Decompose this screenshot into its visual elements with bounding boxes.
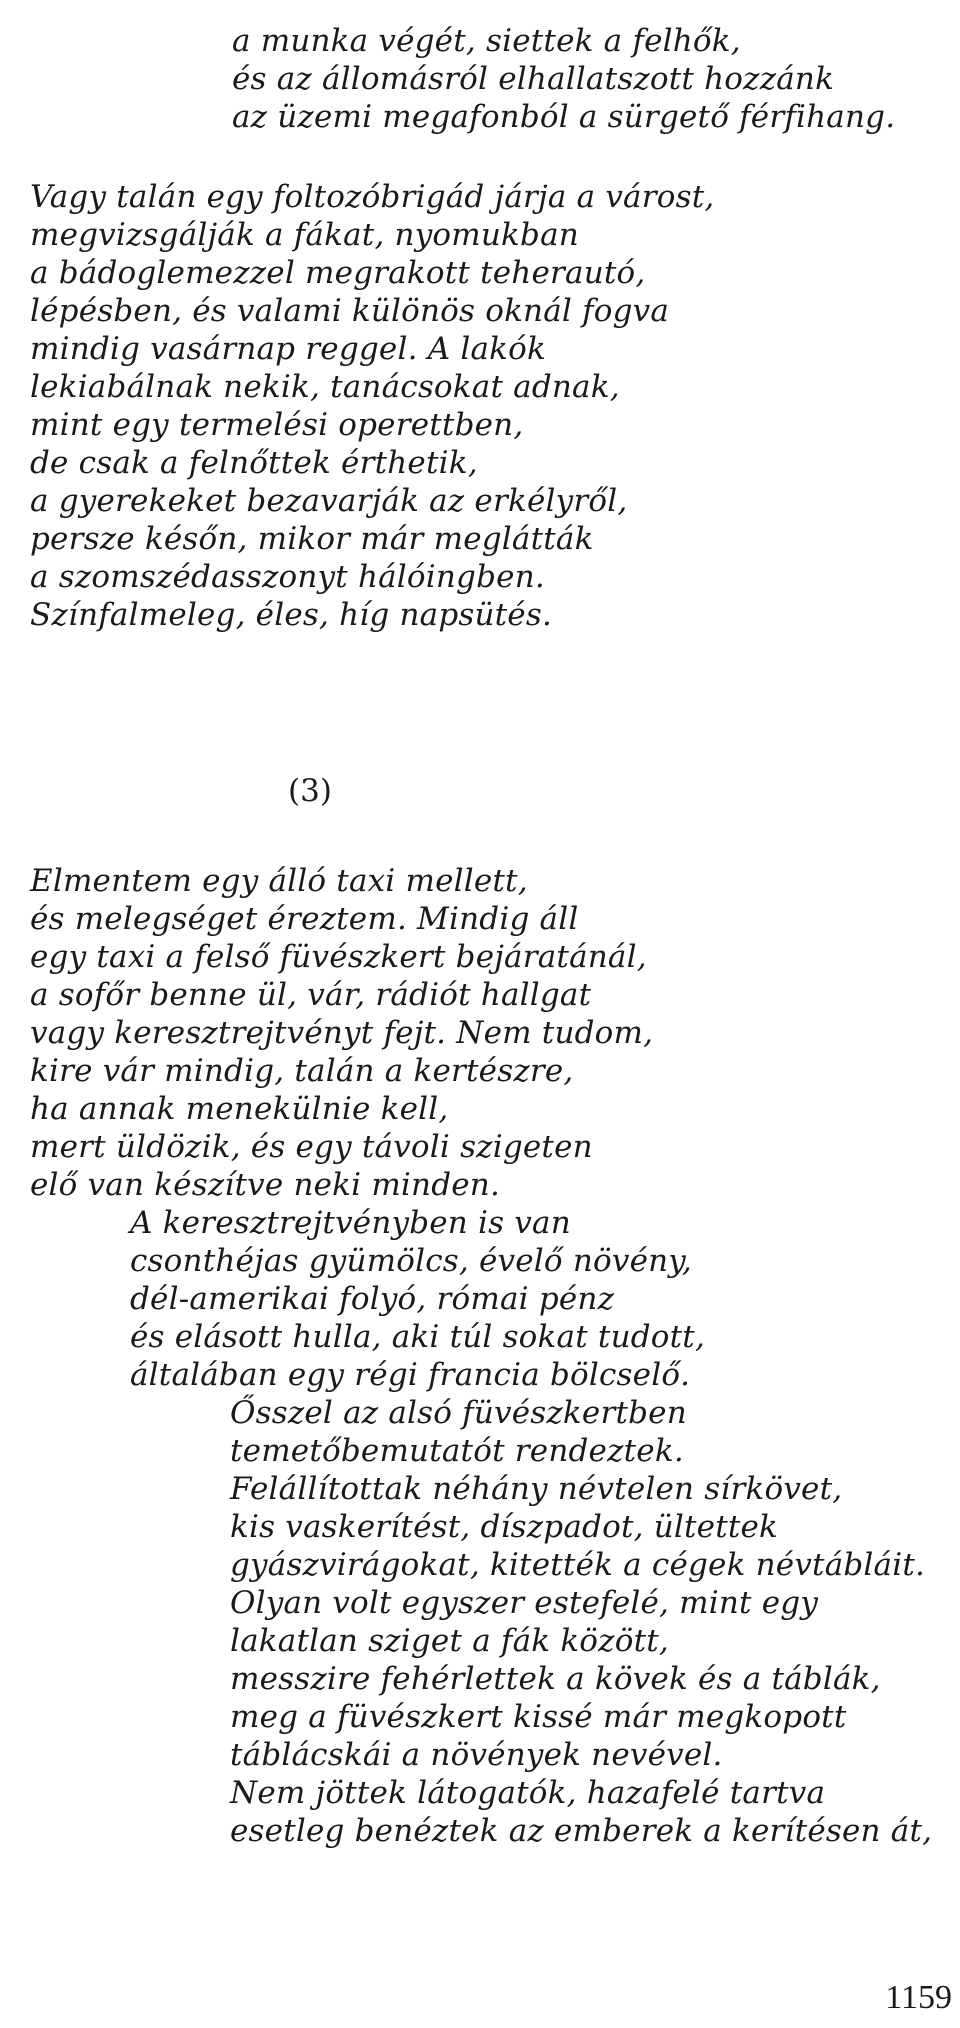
poem-line: persze későn, mikor már meglátták (30, 521, 594, 557)
poem-line: egy taxi a felső füvészkert bejáratánál, (30, 939, 647, 975)
poem-line: gyászvirágokat, kitették a cégek névtábláit. (230, 1547, 926, 1583)
page-number: 1159 (885, 1979, 952, 2016)
poem-line: Nem jöttek látogatók, hazafelé tartva (230, 1775, 826, 1811)
poem-line: és az állomásról elhallatszott hozzánk (232, 61, 835, 97)
poem-line: az üzemi megafonból a sürgető férfihang. (232, 99, 896, 135)
poem-line: Olyan volt egyszer estefelé, mint egy (230, 1585, 819, 1621)
poem-line: mint egy termelési operettben, (30, 407, 524, 443)
poem-line: esetleg benéztek az emberek a kerítésen át, (230, 1813, 933, 1849)
poem-line: dél-amerikai folyó, római pénz (130, 1281, 615, 1317)
poem-line: a sofőr benne ül, vár, rádiót hallgat (30, 977, 592, 1013)
poem-line: meg a füvészkert kissé már megkopott (230, 1699, 847, 1735)
poem-line: Színfalmeleg, éles, híg napsütés. (30, 597, 553, 633)
poem-line: a munka végét, siettek a felhők, (232, 23, 741, 59)
poem-line: kire vár mindig, talán a kertészre, (30, 1053, 574, 1089)
poem-line: messzire fehérlettek a kövek és a táblák, (230, 1661, 881, 1697)
poem-line: lekiabálnak nekik, tanácsokat adnak, (30, 369, 620, 405)
poem-line: mert üldözik, és egy távoli szigeten (30, 1129, 593, 1165)
poem-line: Elmentem egy álló taxi mellett, (30, 863, 528, 899)
poem-line: megvizsgálják a fákat, nyomukban (30, 217, 579, 253)
poem-line: általában egy régi francia bölcselő. (130, 1357, 691, 1393)
poem-line: a szomszédasszonyt hálóingben. (30, 559, 545, 595)
poem-line: temetőbemutatót rendeztek. (230, 1433, 684, 1469)
poem-line: táblácskái a növények nevével. (230, 1737, 723, 1773)
poem-line: lépésben, és valami különös oknál fogva (30, 293, 670, 329)
poem-line: lakatlan sziget a fák között, (230, 1623, 669, 1659)
poem-line: mindig vasárnap reggel. A lakók (30, 331, 546, 367)
poem-line: ha annak menekülnie kell, (30, 1091, 449, 1127)
poem-line: A keresztrejtvényben is van (130, 1205, 571, 1241)
poem-line: a gyerekeket bezavarják az erkélyről, (30, 483, 628, 519)
poem-line: Felállítottak néhány névtelen sírkövet, (230, 1471, 843, 1507)
poem-line: vagy keresztrejtvényt fejt. Nem tudom, (30, 1015, 654, 1051)
poem-line: de csak a felnőttek érthetik, (30, 445, 478, 481)
poem-line: csonthéjas gyümölcs, évelő növény, (130, 1243, 692, 1279)
poem-line: Ősszel az alsó füvészkertben (230, 1395, 687, 1431)
section-number: (3) (288, 773, 332, 809)
poem-line: a bádoglemezzel megrakott teherautó, (30, 255, 646, 291)
poem-line: kis vaskerítést, díszpadot, ültettek (230, 1509, 779, 1545)
poem-line: Vagy talán egy foltozóbrigád járja a várost, (30, 179, 715, 215)
poem-line: és elásott hulla, aki túl sokat tudott, (130, 1319, 706, 1355)
poem-line: és melegséget éreztem. Mindig áll (30, 901, 579, 937)
poem-line: elő van készítve neki minden. (30, 1167, 500, 1203)
